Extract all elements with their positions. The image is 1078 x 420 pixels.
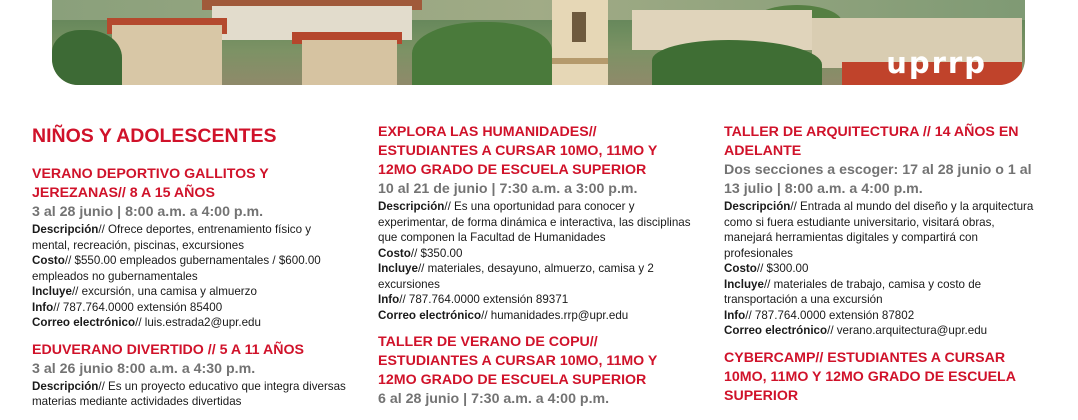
value: // $300.00	[756, 262, 809, 275]
program-email	[378, 308, 696, 324]
program-dates: Dos secciones a escoger: 17 al 28 junio o 1 al 13 julio | 8:00 a.m. a 4:00 p.m.	[724, 162, 1032, 197]
value: // $550.00 empleados gubernamentales / $600.00 empleados no gubernamentales	[32, 254, 321, 283]
program-cost	[378, 246, 696, 262]
label: Info	[724, 308, 746, 322]
label: Descripción	[32, 223, 99, 236]
program-title: VERANO DEPORTIVO GALLITOS Y JEREZANAS// 8 A 15 AÑOS	[32, 166, 269, 201]
program-description	[724, 199, 1042, 261]
label: Info	[32, 300, 54, 314]
value: // 787.764.0000 extensión 89371	[399, 293, 569, 306]
label: Incluye	[724, 277, 764, 291]
label: Correo electrónico	[378, 308, 482, 322]
label: Descripción	[378, 200, 445, 213]
value: // verano.arquitectura@upr.edu	[827, 324, 988, 337]
value: // Ofrece deportes, entrenamiento físico y mental, recreación, piscinas, excursiones	[32, 223, 312, 252]
label: Costo	[724, 262, 757, 275]
value: // luis.estrada2@upr.edu	[135, 316, 261, 329]
column-ninos	[32, 123, 350, 420]
program-description	[32, 379, 350, 410]
program-includes	[378, 261, 696, 292]
hero-building	[302, 40, 397, 85]
program-dates: 6 al 28 junio | 7:30 a.m. a 4:00 p.m.	[378, 391, 610, 407]
label: Correo electrónico	[724, 324, 828, 337]
program-dates: 10 al 21 de junio | 7:30 a.m. a 3:00 p.m.	[378, 181, 638, 197]
program-dates: 3 al 26 junio 8:00 a.m. a 4:30 p.m.	[32, 360, 256, 377]
label: Incluye	[32, 285, 72, 298]
program-description	[32, 222, 350, 253]
hero-building	[112, 25, 222, 85]
program-email	[724, 323, 1042, 339]
program-verano-deportivo	[32, 165, 350, 331]
hero-trees	[52, 30, 122, 85]
value: // Entrada al mundo del diseño y la arquitectura como si fuera estudiante universitario, visitará obras, manejará herramientas digitales y compartirá con profesionales	[724, 200, 1034, 260]
value: // Es un proyecto educativo que integra diversas materias mediante actividades divertidas	[32, 379, 346, 408]
label: Descripción	[724, 200, 791, 213]
hero-trees	[412, 22, 552, 85]
program-cybercamp	[724, 349, 1042, 406]
value: // 787.764.0000 extensión 85400	[53, 300, 223, 314]
value: // 787.764.0000 extensión 87802	[745, 308, 915, 322]
uprrp-logo: uprrp	[886, 46, 987, 80]
value: // materiales de trabajo, camisa y costo de transportación a una excursión	[724, 277, 982, 306]
program-includes	[32, 284, 350, 300]
tower-band	[552, 58, 608, 64]
label: Costo	[378, 246, 411, 260]
value: // materiales, desayuno, almuerzo, camisa y 2 excursiones	[378, 262, 654, 291]
label: Correo electrónico	[32, 316, 136, 329]
section-title: NIÑOS Y ADOLESCENTES	[32, 125, 277, 147]
program-explora-humanidades	[378, 123, 696, 323]
program-dates: 3 al 28 junio | 8:00 a.m. a 4:00 p.m.	[32, 204, 264, 220]
program-eduverano	[32, 341, 350, 410]
program-title: EXPLORA LAS HUMANIDADES// ESTUDIANTES A CURSAR 10MO, 11MO Y 12MO GRADO DE ESCUELA SUPERIOR	[378, 124, 658, 178]
hero-sky	[52, 0, 1025, 20]
label: Info	[378, 293, 400, 306]
program-cost	[724, 261, 1042, 277]
program-title: CYBERCAMP// ESTUDIANTES A CURSAR 10MO, 11MO Y 12MO GRADO DE ESCUELA SUPERIOR	[724, 349, 1016, 404]
program-copu	[378, 333, 696, 409]
column-humanidades	[378, 123, 696, 419]
column-arquitectura	[724, 123, 1042, 416]
program-email	[32, 315, 350, 331]
program-info	[32, 300, 350, 316]
program-description	[378, 199, 696, 246]
program-info	[378, 292, 696, 308]
program-title: TALLER DE VERANO DE COPU// ESTUDIANTES A CURSAR 10MO, 11MO Y 12MO GRADO DE ESCUELA SUPERIOR	[378, 334, 658, 388]
program-arquitectura	[724, 123, 1042, 339]
value: // humanidades.rrp@upr.edu	[481, 308, 629, 322]
label: Incluye	[378, 262, 418, 275]
program-info	[724, 308, 1042, 324]
program-title: EDUVERANO DIVERTIDO // 5 A 11 AÑOS	[32, 341, 304, 358]
label: Costo	[32, 254, 65, 267]
program-cost	[32, 253, 350, 284]
program-includes	[724, 277, 1042, 308]
hero-banner	[52, 0, 1025, 85]
value: // Es una oportunidad para conocer y experimentar, de forma dinámica e interactiva, las disciplinas que componen la Facultad de Humanidades	[378, 200, 691, 244]
program-title: TALLER DE ARQUITECTURA // 14 AÑOS EN ADELANTE	[724, 124, 1019, 159]
label: Descripción	[32, 379, 99, 393]
value: // $350.00	[410, 246, 463, 260]
value: // excursión, una camisa y almuerzo	[71, 285, 257, 298]
tower-window	[572, 12, 586, 42]
